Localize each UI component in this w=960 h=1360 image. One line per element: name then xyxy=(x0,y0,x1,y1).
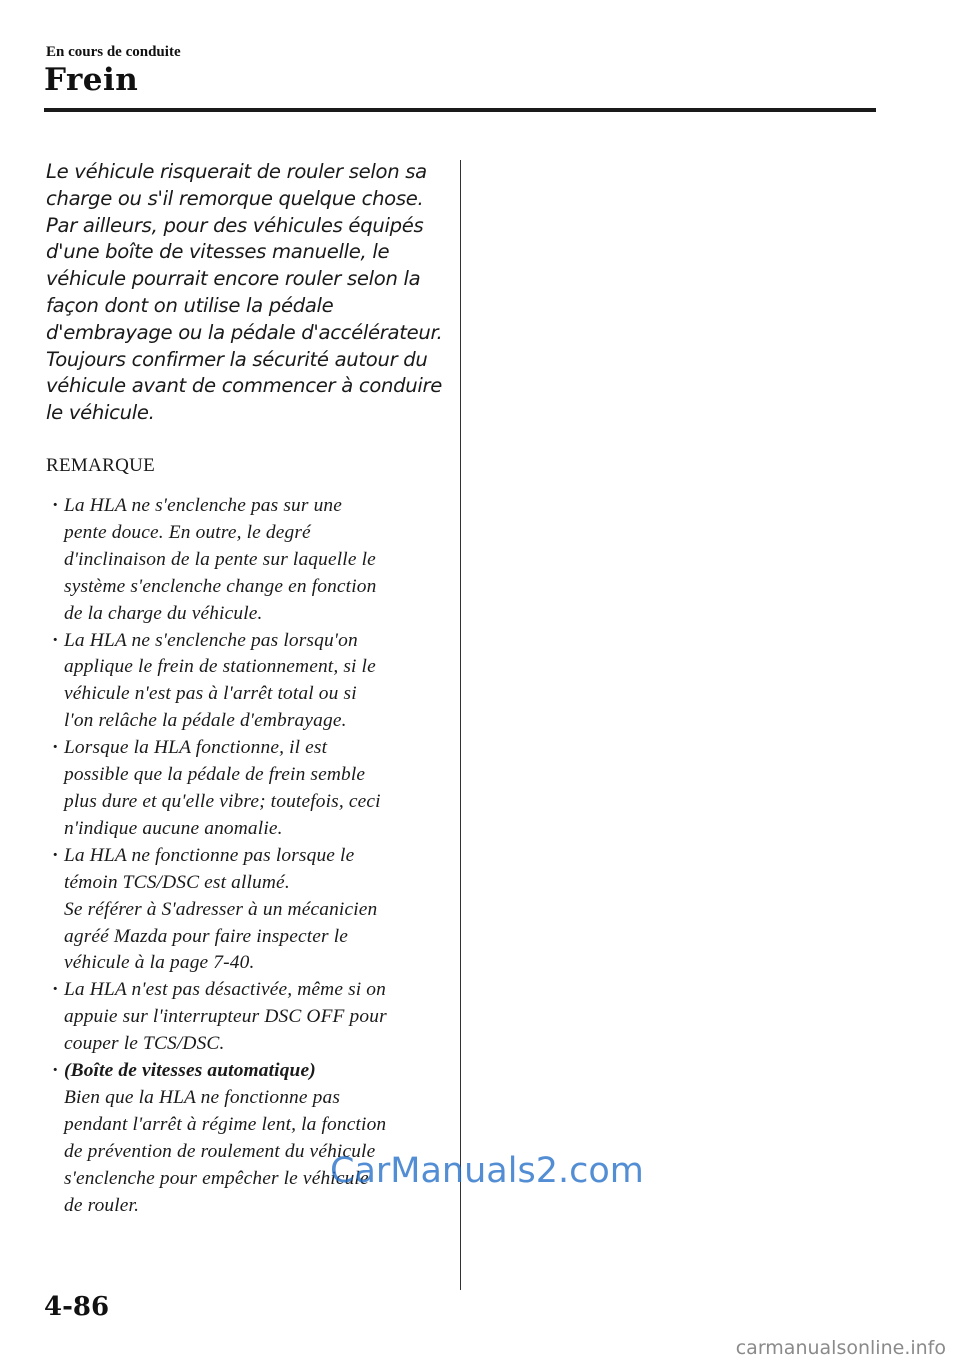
remark-line: témoin TCS/DSC est allumé. xyxy=(64,871,290,893)
remark-item xyxy=(46,493,446,628)
title-rule xyxy=(44,108,876,112)
remark-line: La HLA n'est pas désactivée, même si on xyxy=(64,979,386,1001)
remark-line: applique le frein de stationnement, si le xyxy=(64,656,376,678)
column-divider xyxy=(460,160,461,1290)
remark-line: de la charge du véhicule. xyxy=(64,602,263,624)
remark-line: possible que la pédale de frein semble xyxy=(64,764,366,786)
remark-item xyxy=(46,843,446,978)
watermark: CarManuals2.com xyxy=(330,1151,644,1191)
section-label: En cours de conduite xyxy=(46,44,181,60)
bullet-icon: · xyxy=(52,737,59,759)
remark-list xyxy=(46,493,446,1219)
footer-site-link[interactable]: carmanualsonline.info xyxy=(735,1337,946,1359)
remark-line: La HLA ne s'enclenche pas lorsqu'on xyxy=(64,629,358,651)
warning-paragraph: Le véhicule risquerait de rouler selon sa charge ou s'il remorque quelque chose. Par ailleurs, pour des véhicules équipés d'une boîte de vitesses manuelle, le véhicule pourrait encore rouler selon la façon dont on utilise la pédale d'embrayage ou la pédale d'accélérateur. xyxy=(46,160,443,344)
remark-line: agréé Mazda pour faire inspecter le xyxy=(64,925,349,947)
remark-heading: REMARQUE xyxy=(46,455,156,476)
remark-line: de rouler. xyxy=(64,1194,140,1216)
remark-line: pendant l'arrêt à régime lent, la fonction xyxy=(64,1113,387,1135)
remark-item xyxy=(46,628,446,736)
remark-item xyxy=(46,735,446,843)
remark-line: de prévention de roulement du véhicule xyxy=(64,1140,376,1162)
bullet-icon: · xyxy=(52,979,59,1001)
remark-item xyxy=(46,1058,446,1219)
remark-line: d'inclinaison de la pente sur laquelle le xyxy=(64,548,376,570)
remark-line: Lorsque la HLA fonctionne, il est xyxy=(64,737,328,759)
remark-line: Bien que la HLA ne fonctionne pas xyxy=(64,1086,341,1108)
remark-line: système s'enclenche change en fonction xyxy=(64,575,377,597)
page-number: 4-86 xyxy=(44,1292,110,1322)
remark-line: véhicule à la page 7-40. xyxy=(64,952,255,974)
remark-line: l'on relâche la pédale d'embrayage. xyxy=(64,710,347,732)
page-title: Frein xyxy=(44,62,139,98)
bullet-icon: · xyxy=(52,629,59,651)
remark-line: couper le TCS/DSC. xyxy=(64,1033,225,1055)
remark-line: véhicule n'est pas à l'arrêt total ou si xyxy=(64,683,357,705)
remark-line: La HLA ne s'enclenche pas sur une xyxy=(64,495,343,516)
remark-line: La HLA ne fonctionne pas lorsque le xyxy=(64,844,355,866)
remark-line: appuie sur l'interrupteur DSC OFF pour xyxy=(64,1006,387,1028)
remark-line: pente douce. En outre, le degré xyxy=(64,521,311,543)
warning-text xyxy=(46,159,450,427)
remark-line: s'enclenche pour empêcher le véhicule xyxy=(64,1167,369,1189)
remark-subheading: (Boîte de vitesses automatique) xyxy=(64,1060,316,1082)
bullet-icon: · xyxy=(52,1060,59,1082)
bullet-icon: · xyxy=(52,844,59,866)
remark-line: plus dure et qu'elle vibre; toutefois, ceci xyxy=(64,790,381,812)
warning-paragraph: Toujours confirmer la sécurité autour du véhicule avant de commencer à conduire le véhicule. xyxy=(46,347,443,425)
remark-item xyxy=(46,977,446,1058)
remark-line: Se référer à S'adresser à un mécanicien xyxy=(64,898,378,920)
remark-line: n'indique aucune anomalie. xyxy=(64,817,283,839)
bullet-icon: · xyxy=(52,495,59,516)
